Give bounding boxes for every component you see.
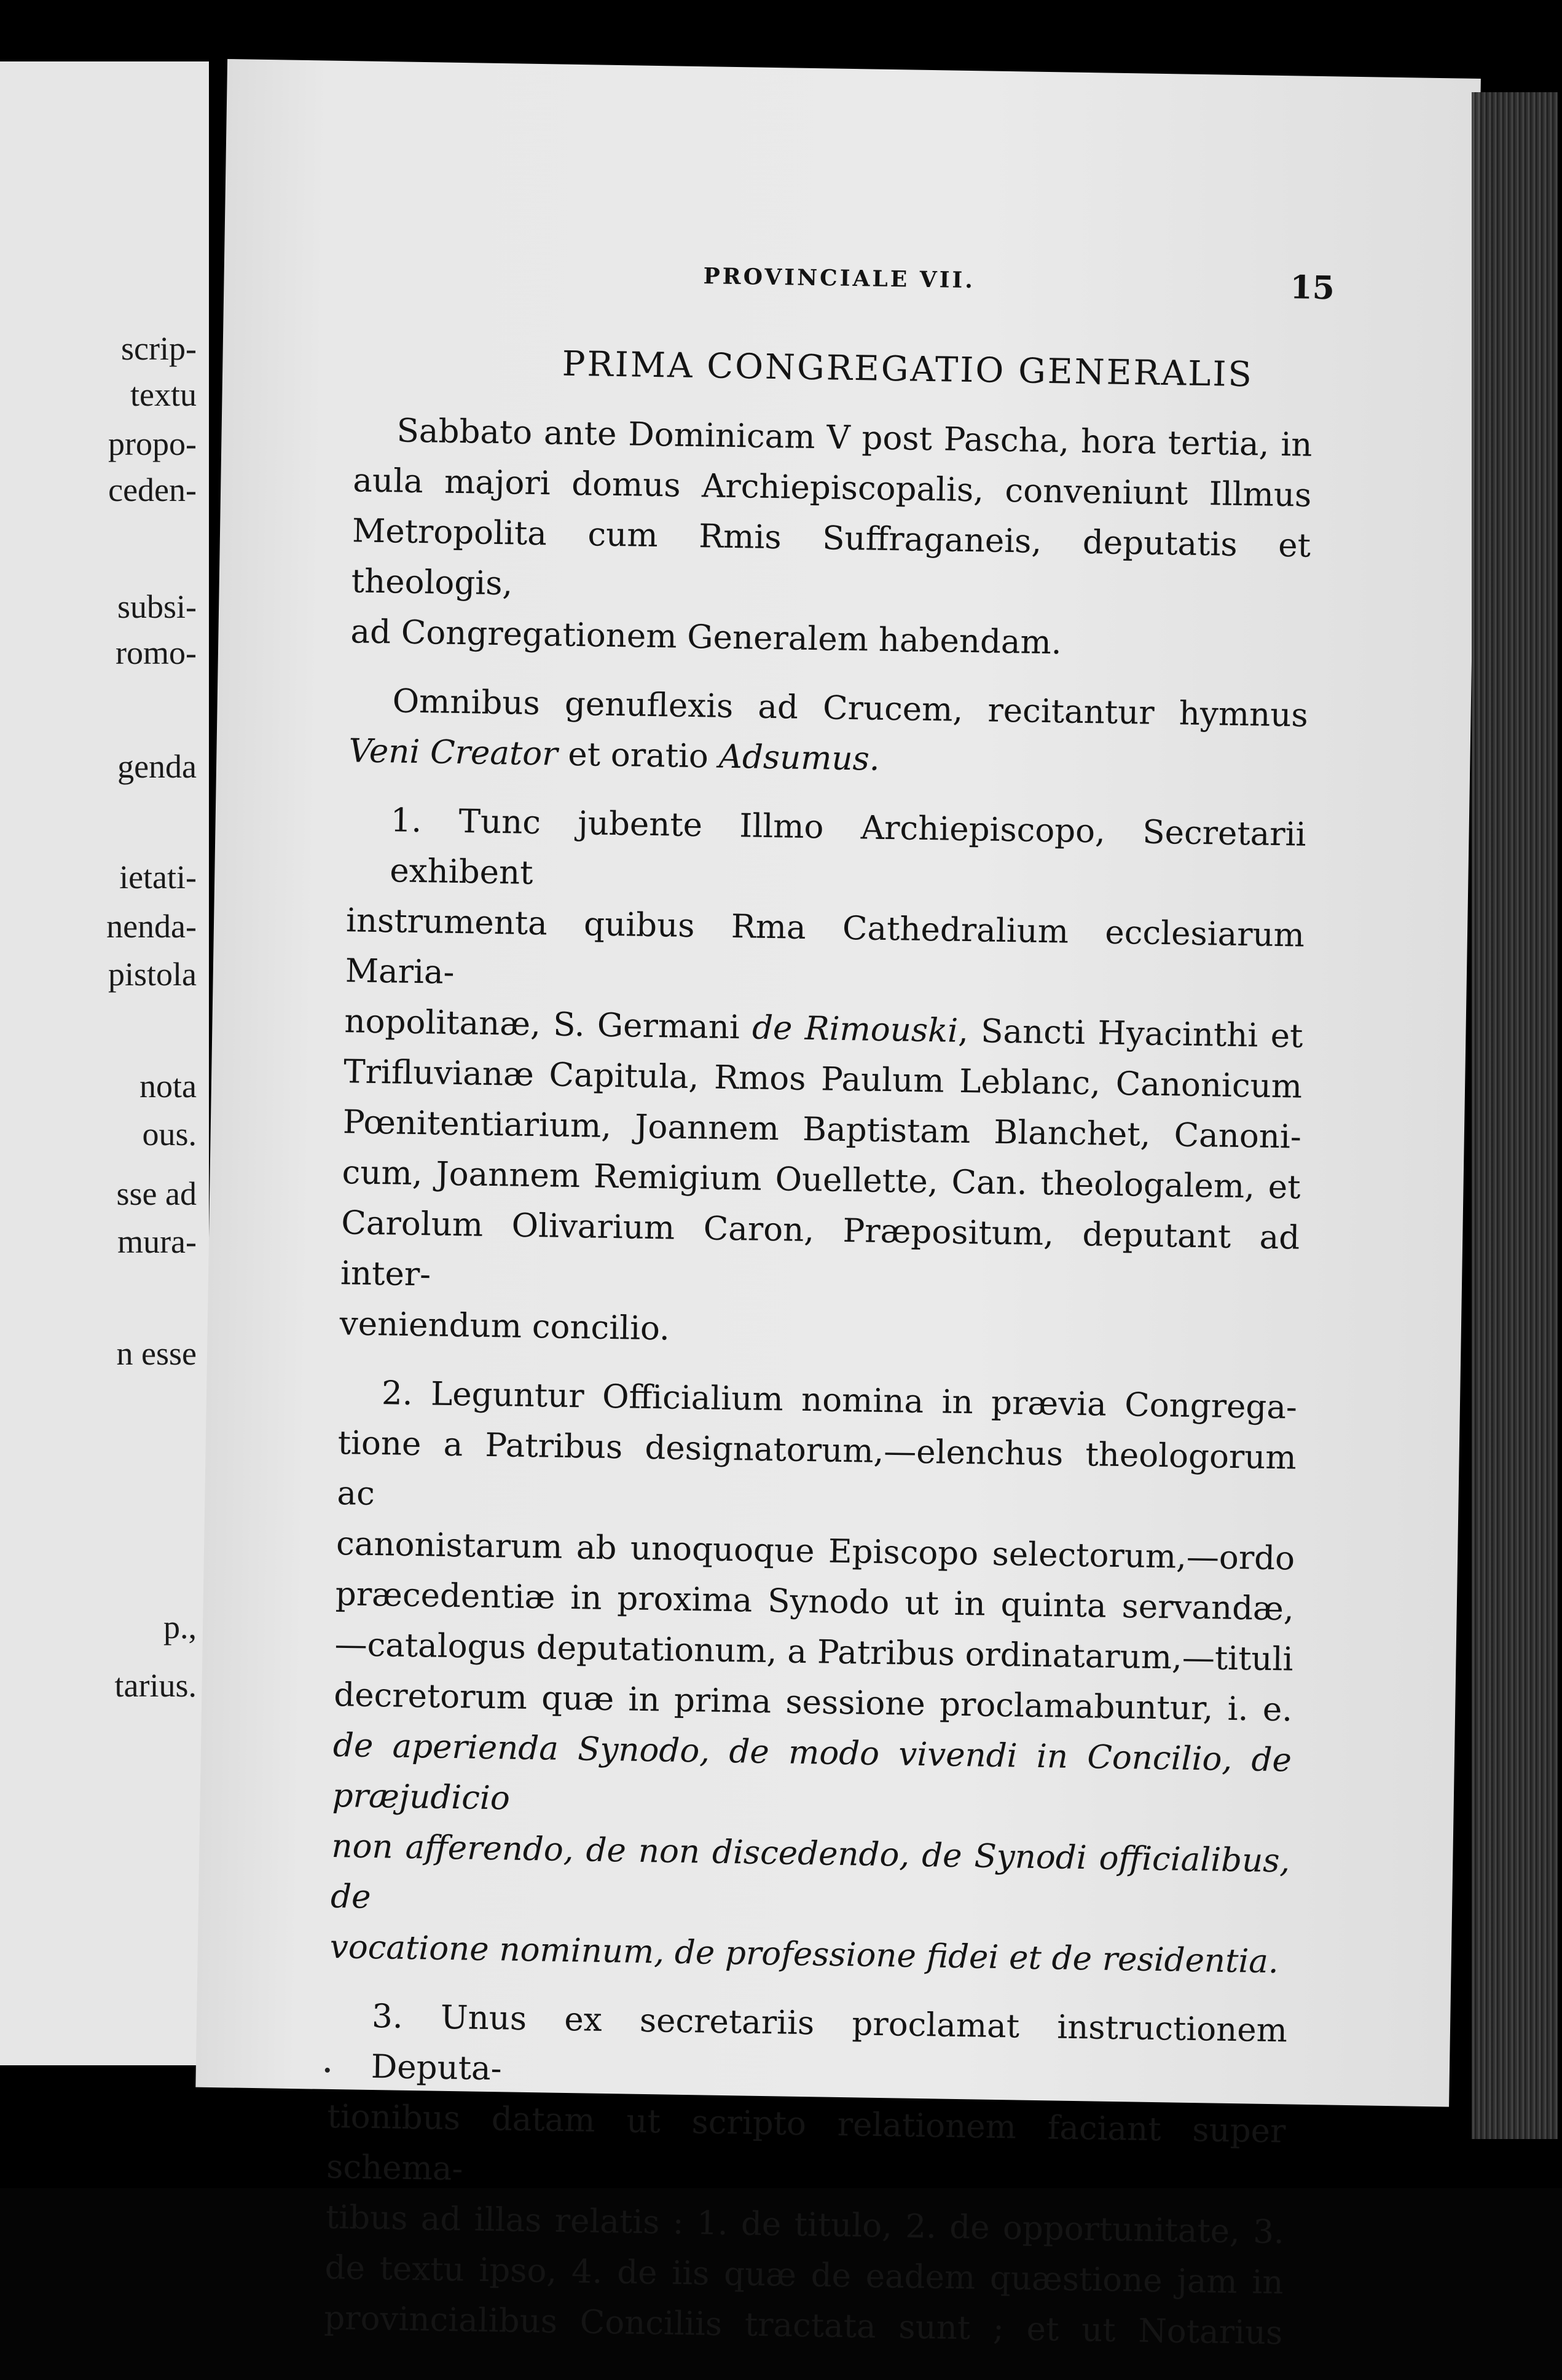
text-run: nopolitanæ, S. Germani — [344, 1003, 753, 1047]
text-line: tibus ad illas relatis : 1. de titulo, 2. de opportunitate, 3. — [325, 2198, 1285, 2252]
text-line: 2. Leguntur Officialium nomina in prævia Congrega- — [381, 1374, 1298, 1427]
paragraph-1 — [350, 405, 1313, 672]
text-line: instrumenta quibus Rma Cathedralium ecclesiarum Maria- — [345, 902, 1305, 991]
left-facing-page — [0, 61, 209, 2065]
italic-title-veni-creator: Veni Creator — [348, 732, 559, 773]
text-line: de textu ipso, 4. de iis quæ de eadem quæstione jam in — [324, 2248, 1284, 2302]
text-line: veniendum concilio. — [339, 1305, 670, 1348]
text-line: canonistarum ab unoquoque Episcopo selectorum,—ordo — [336, 1525, 1295, 1578]
text-line: tione a Patribus designatorum,—elenchus theologorum ac — [337, 1424, 1297, 1513]
text-line: cum, Joannem Remigium Ouellette, Can. theologalem, et — [342, 1154, 1301, 1207]
italic-text-line: de aperienda Synodo, de modo vivendi in Concilio, de præjudicio — [332, 1727, 1292, 1818]
text-line: aula majori domus Archiepiscopalis, conveniunt Illmus — [352, 462, 1312, 514]
text-run: et oratio — [557, 735, 720, 776]
left-page-fragment: subsi- — [117, 588, 197, 625]
main-book-page — [195, 59, 1481, 2352]
paragraph-5 — [324, 1991, 1288, 2358]
text-line: Sabbato ante Dominicam V post Pascha, hora tertia, in — [396, 412, 1313, 464]
section-title: PRIMA CONGREGATIO GENERALIS — [562, 344, 1254, 395]
left-page-fragment: sse ad — [116, 1175, 197, 1212]
body-text — [323, 405, 1313, 2377]
left-page-fragment: romo- — [116, 634, 197, 671]
text-line: 1. Tunc jubente Illmo Archiepiscopo, Secretarii exhibent — [389, 802, 1306, 892]
paragraph-3 — [339, 795, 1306, 1364]
left-page-fragment: p., — [163, 1609, 197, 1645]
left-page-fragment: pistola — [108, 956, 197, 993]
left-page-fragment: ceden- — [108, 471, 197, 508]
text-line: tionibus datam ut scripto relationem faciant super schema- — [326, 2097, 1286, 2188]
left-page-fragment: ous. — [142, 1116, 197, 1153]
text-line: Pœnitentiarium, Joannem Baptistam Blanchet, Canoni- — [342, 1103, 1302, 1156]
running-title: PROVINCIALE VII. — [703, 263, 976, 294]
text-line: ad Congregationem Generalem habendam. — [350, 613, 1062, 662]
text-line: —catalogus deputationum, a Patribus ordinatarum,—tituli — [334, 1626, 1293, 1679]
italic-title-adsumus: Adsumus. — [718, 738, 881, 778]
text-line: Trifluvianæ Capitula, Rmos Paulum Leblanc, Canonicum — [343, 1053, 1303, 1106]
left-page-fragment: n esse — [116, 1335, 197, 1372]
page-edge-shadow — [1472, 92, 1558, 2139]
left-page-fragment: nota — [139, 1068, 197, 1105]
italic-text-line: vocatione nominum, de professione fidei et de residentia. — [329, 1928, 1279, 1981]
paragraph-2 — [348, 676, 1308, 791]
left-page-fragment: textu — [130, 376, 197, 413]
left-page-fragment: scrip- — [121, 330, 197, 367]
left-page-fragment: nenda- — [106, 908, 197, 945]
ink-speck — [325, 2068, 330, 2073]
left-page-fragment: genda — [117, 748, 197, 785]
text-line: Omnibus genuflexis ad Crucem, recitantur hymnus — [392, 682, 1309, 735]
text-run: , Sancti Hyacinthi et — [957, 1012, 1303, 1055]
left-page-fragment: ietati- — [119, 859, 197, 896]
left-page-fragment: tarius. — [114, 1667, 197, 1704]
left-page-fragment: mura- — [117, 1223, 197, 1260]
italic-place-name: de Rimouski — [752, 1009, 959, 1050]
italic-text-line: non afferendo, de non discedendo, de Synodi officialibus, de — [330, 1827, 1290, 1917]
page-number: 15 — [1290, 269, 1335, 307]
paragraph-4 — [329, 1368, 1297, 1987]
text-line: præcedentiæ in proxima Synodo ut in quinta servandæ, — [335, 1575, 1295, 1628]
text-line: Metropolita cum Rmis Suffraganeis, deputatis et theologis, — [351, 512, 1311, 603]
text-line: Carolum Olivarium Caron, Præpositum, deputant ad inter- — [340, 1204, 1300, 1294]
text-line: provincialibus Conciliis tractata sunt ; et ut Notarius — [323, 2299, 1283, 2352]
text-line: decretorum quæ in prima sessione proclamabuntur, i. e. — [333, 1676, 1293, 1729]
left-page-fragment: propo- — [108, 425, 197, 462]
text-line: 3. Unus ex secretariis proclamat instructionem Deputa- — [371, 1998, 1288, 2088]
running-head — [224, 256, 1478, 312]
